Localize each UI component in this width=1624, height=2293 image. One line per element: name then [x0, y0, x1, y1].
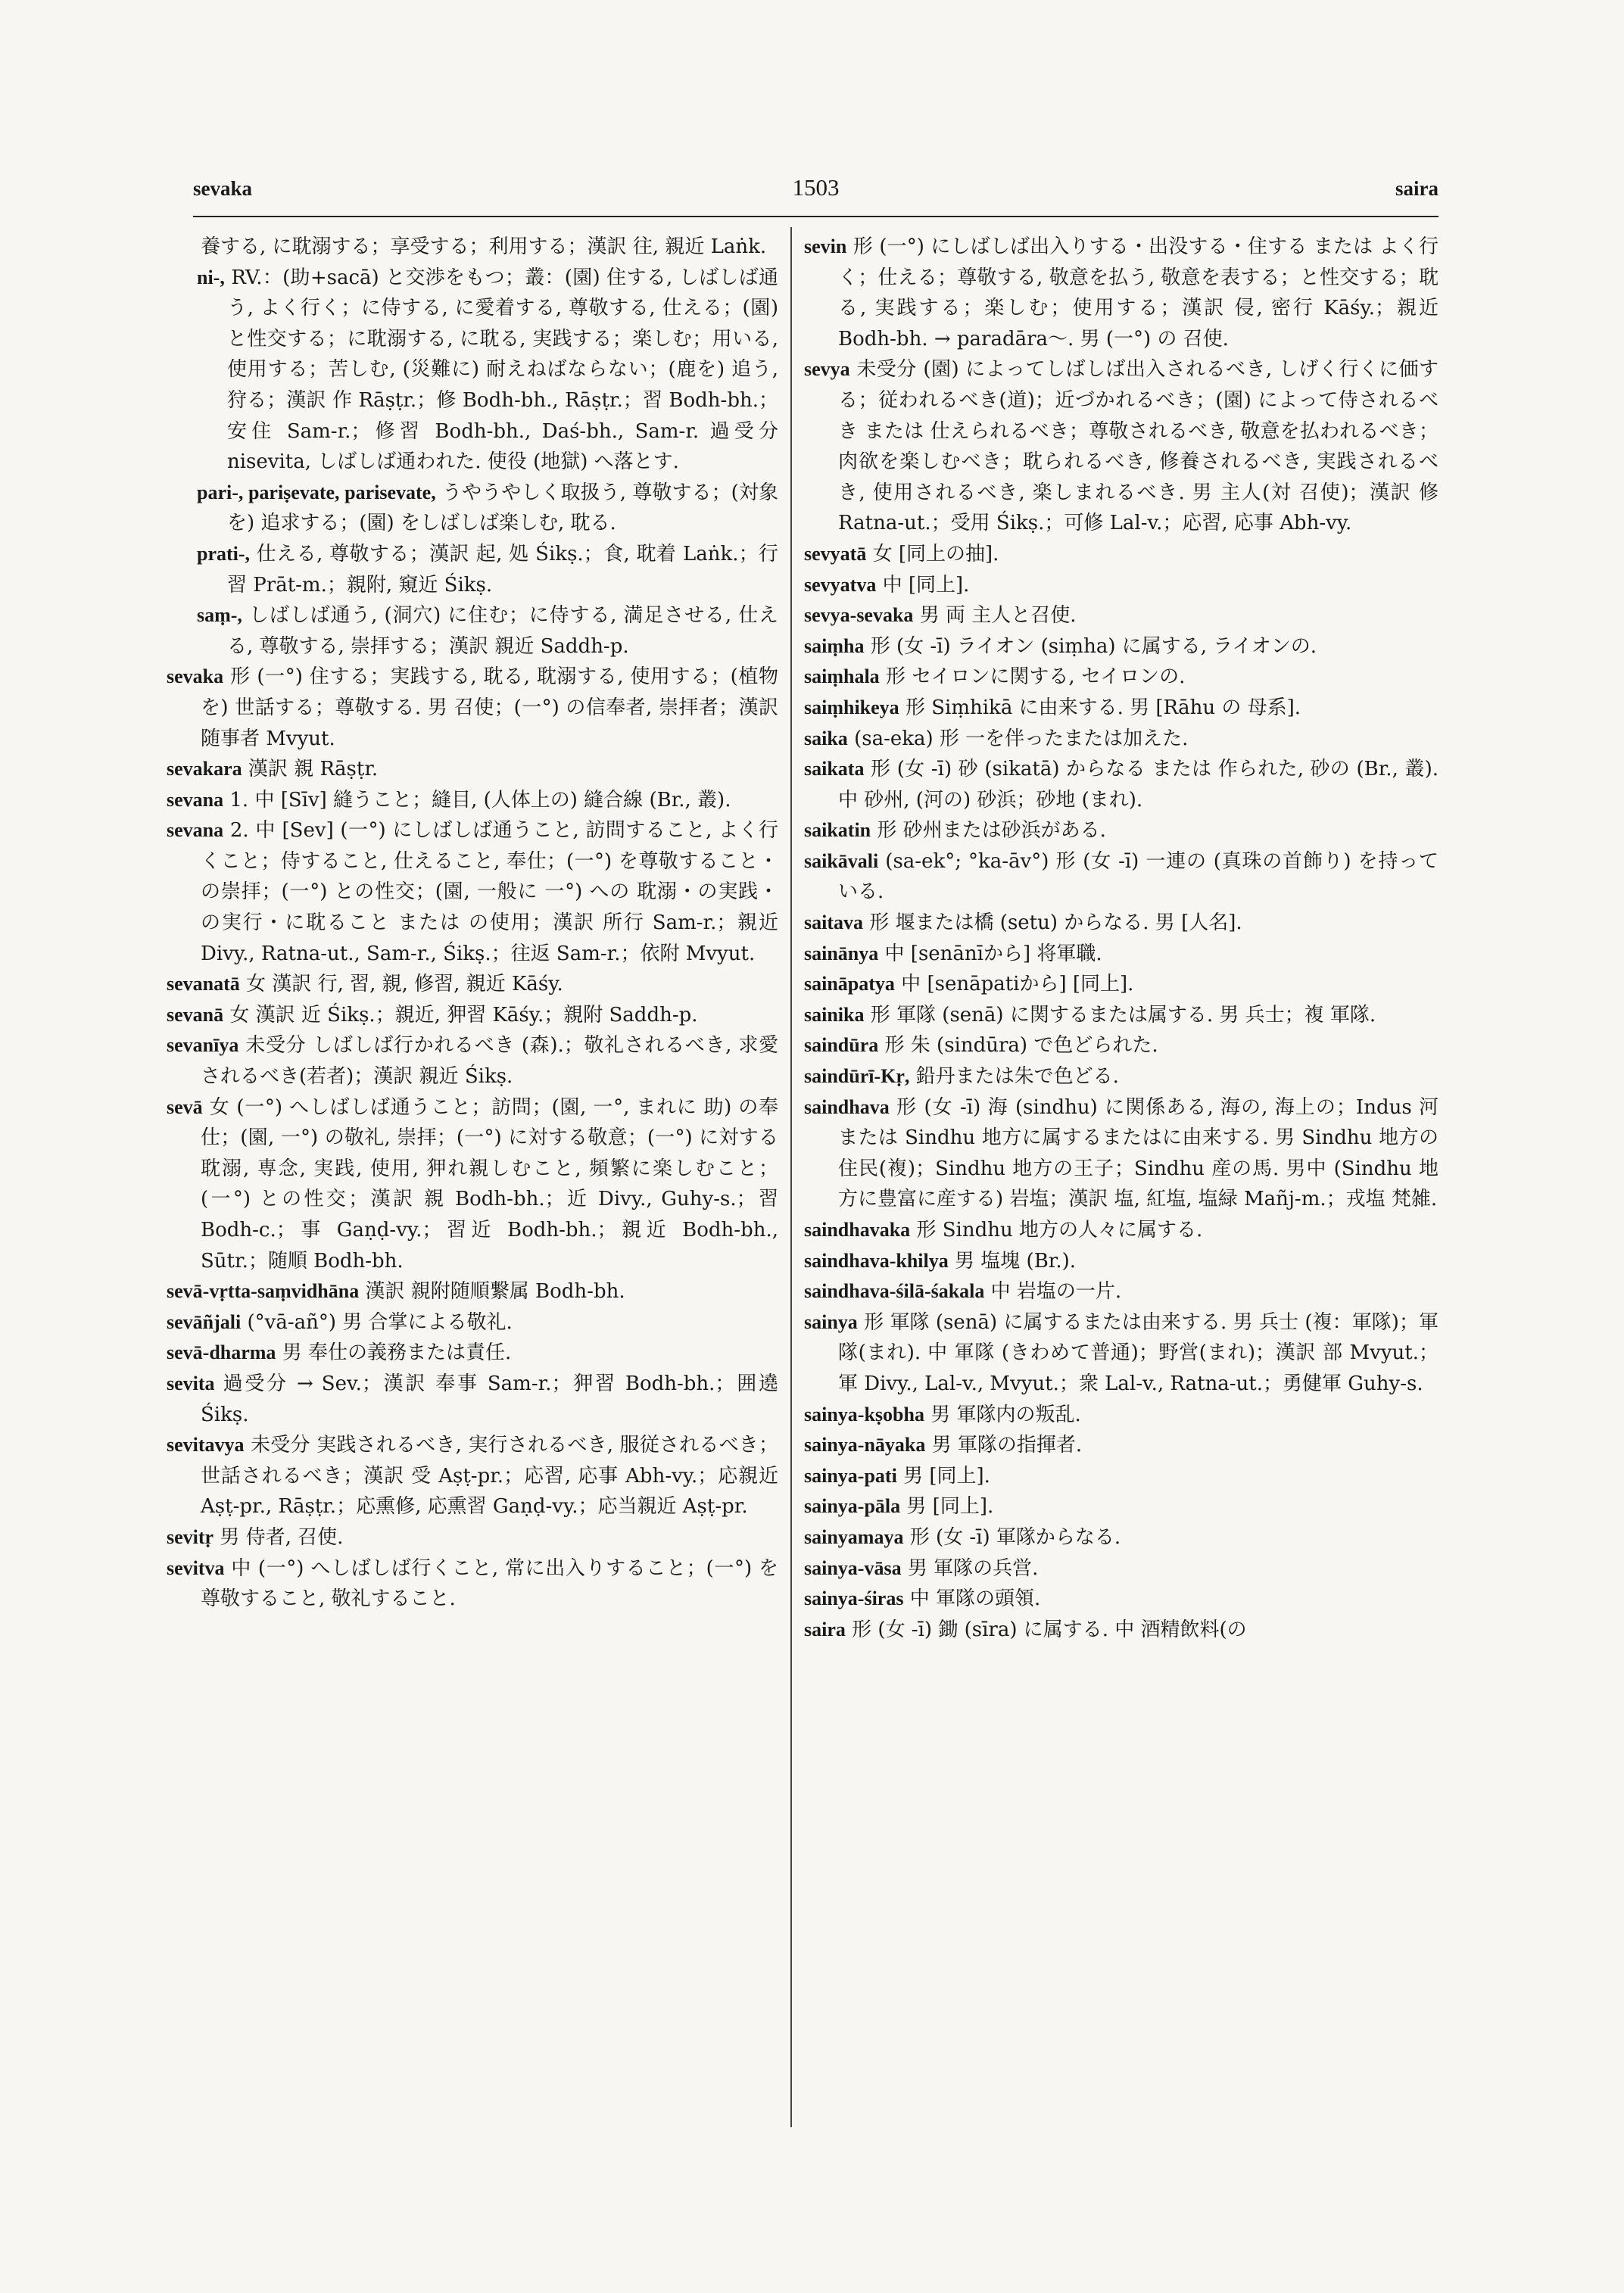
dictionary-entry — [167, 662, 778, 754]
entry-definition: 女 漢訳 行, 習, 親, 修習, 親近 Kāśy. — [239, 973, 563, 996]
entry-definition: 形 (一°) 住する；実践する, 耽る, 耽溺する, 使用する；(植物を) 世話する；尊敬する. 男 召使；(一°) の信奉者, 崇拝者；漢訳 随事者 Mvyut. — [201, 665, 778, 750]
dictionary-entry — [167, 1369, 778, 1430]
entry-definition: 未受分 (園) によってしばしば出入されるべき, しげく行くに価する；従われるべき(道)；近づかれるべき；(園) によって侍されるべき または 仕えられるべき；尊敬されるべき, 敬意を払われるべき；肉欲を楽しむべき；耽られるべき, 修養されるべき, 実践されるべき, 使用されるべき, 楽しまれるべき. 男 主人(対 召使)；漢訳 修 Ratna-ut.；受用 Śikṣ.；可修 Lal-v.；応習, 応事 Abh-vy. — [838, 358, 1439, 535]
entry-headword: sevakara — [167, 758, 242, 780]
entry-headword: sevitva — [167, 1556, 225, 1579]
entry-headword: sevanā — [167, 1003, 224, 1026]
entry-headword: sevitṛ — [167, 1525, 214, 1548]
entry-headword: saindūra — [804, 1034, 879, 1057]
entry-definition: (°vā-añ°) 男 合掌による敬礼. — [241, 1310, 513, 1334]
dictionary-entry — [167, 263, 778, 478]
dictionary-entry — [804, 1215, 1439, 1246]
entry-definition: 中 [同上]. — [876, 573, 970, 597]
dictionary-entry — [167, 1276, 778, 1307]
entry-headword: sainya-śiras — [804, 1587, 904, 1610]
dictionary-entry — [804, 815, 1439, 846]
entry-headword: sainānya — [804, 942, 879, 964]
dictionary-entry — [804, 1030, 1439, 1061]
dictionary-entry — [804, 693, 1439, 724]
entry-definition: 中 [senānīから] 将軍職. — [878, 942, 1102, 965]
entry-headword: saiṃhikeya — [804, 696, 899, 718]
entry-headword: sevanatā — [167, 973, 240, 995]
entry-headword: sainya — [804, 1310, 858, 1333]
entry-definition: 男 奉仕の義務または責任. — [276, 1341, 512, 1365]
entry-headword: saiṃha — [804, 634, 865, 657]
entry-definition: 形 砂州または砂浜がある. — [871, 819, 1106, 843]
entry-headword: saikāvali — [804, 849, 879, 872]
entry-headword: saitava — [804, 911, 863, 934]
entry-definition: 男 塩塊 (Br.). — [948, 1249, 1077, 1273]
entry-headword: sainya-pati — [804, 1464, 897, 1487]
dictionary-entry — [804, 908, 1439, 939]
entry-definition: 養する, に耽溺する；享受する；利用する；漢訳 往, 親近 Laṅk. — [201, 235, 767, 258]
entry-definition: 形 軍隊 (senā) に属するまたは由来する. 男 兵士 (複：軍隊)；軍隊(まれ). 中 軍隊 (きわめて普通)；野営(まれ)；漢訳 部 Mvyut.；軍 Divy., Lal-v., Mvyut.；衆 Lal-v., Ratna-ut.；勇健軍 Guhy-s. — [838, 1310, 1439, 1395]
entry-headword: sevyatva — [804, 573, 877, 596]
dictionary-entry — [804, 662, 1439, 693]
entry-definition: 仕える, 尊敬する；漢訳 起, 処 Śikṣ.；食, 耽着 Laṅk.；行習 Prāt-m.；親附, 窺近 Śikṣ. — [227, 542, 778, 597]
entry-headword: saindhava — [804, 1095, 890, 1118]
column-divider — [790, 227, 792, 2127]
dictionary-entry — [167, 1522, 778, 1553]
entry-definition: (sa-eka) 形 一を伴ったまたは加えた. — [847, 727, 1189, 750]
entry-headword: sainya-pāla — [804, 1495, 901, 1518]
entry-definition: 形 Siṃhikā に由来する. 男 [Rāhu の 母系]. — [899, 696, 1301, 719]
dictionary-entry — [804, 1584, 1439, 1615]
dictionary-entry — [804, 1522, 1439, 1553]
entry-definition: 中 軍隊の頭領. — [903, 1587, 1041, 1611]
dictionary-entry — [167, 600, 778, 662]
entry-headword: saindhavaka — [804, 1219, 911, 1241]
entry-definition: 中 [senāpatiから] [同上]. — [894, 973, 1134, 996]
dictionary-entry — [167, 785, 778, 816]
entry-definition: 男 軍隊の兵営. — [901, 1556, 1039, 1580]
entry-definition: 形 (女 -ī) 海 (sindhu) に関係ある, 海の, 海上の；Indus 河または Sindhu 地方に属するまたはに由来する. 男 Sindhu 地方の住民(複)；Sindhu 地方の王子；Sindhu 産の馬. 男中 (Sindhu 地方に豊富に産する) 岩塩；漢訳 塩, 紅塩, 塩緑 Mañj-m.；戎塩 梵雑. — [838, 1095, 1439, 1211]
dictionary-entry — [804, 1246, 1439, 1277]
entry-headword: sevyatā — [804, 542, 867, 565]
entry-definition: 中 (一°) へしばしば行くこと, 常に出入りすること；(一°) を尊敬すること, 敬礼すること. — [201, 1556, 778, 1611]
dictionary-entry — [804, 1491, 1439, 1522]
dictionary-entry — [804, 1000, 1439, 1031]
dictionary-entry — [167, 754, 778, 785]
entry-definition: 男 侍者, 召使. — [214, 1525, 344, 1549]
entry-headword: sevana — [167, 819, 224, 842]
entry-definition: 鉛丹または朱で色どる. — [909, 1065, 1119, 1089]
entry-definition: 形 朱 (sindūra) で色どられた. — [878, 1034, 1158, 1058]
dictionary-entry — [167, 1030, 778, 1092]
dictionary-entry — [167, 539, 778, 600]
entry-headword: sainya-vāsa — [804, 1556, 902, 1579]
entry-definition: しばしば通う, (洞穴) に住む；に侍する, 満足させる, 仕える, 尊敬する, 崇拝する；漢訳 親近 Saddh-p. — [227, 604, 778, 658]
header-right-guideword: saira — [1395, 177, 1439, 200]
dictionary-entry — [167, 969, 778, 1000]
dictionary-entry — [804, 354, 1439, 539]
entry-headword: sevā-dharma — [167, 1341, 276, 1364]
dictionary-entry — [804, 1430, 1439, 1461]
entry-headword: sevanīya — [167, 1034, 239, 1057]
dictionary-entry — [167, 1338, 778, 1369]
entry-definition: 形 堰または橋 (setu) からなる. 男 [人名]. — [863, 911, 1242, 935]
entry-definition: 形 (女 -ī) 軍隊からなる. — [903, 1525, 1121, 1549]
entry-definition: 形 セイロンに関する, セイロンの. — [879, 665, 1186, 689]
dictionary-entry — [804, 969, 1439, 1000]
dictionary-entry — [804, 1615, 1439, 1646]
entry-headword: sevya-sevaka — [804, 604, 914, 627]
entry-definition: 形 (女 -ī) 鋤 (sīra) に属する. 中 酒精飲料(の — [845, 1618, 1247, 1641]
dictionary-entry — [167, 1553, 778, 1615]
dictionary-entry — [804, 1276, 1439, 1307]
header-left-guideword: sevaka — [193, 177, 253, 200]
dictionary-entry — [804, 724, 1439, 755]
dictionary-entry — [167, 1092, 778, 1277]
entry-headword: saira — [804, 1618, 846, 1640]
entry-definition: 形 (女 -ī) 砂 (sikatā) からなる または 作られた, 砂の (Br., 叢). 中 砂州, (河の) 砂浜；砂地 (まれ). — [838, 758, 1439, 812]
dictionary-entry — [804, 754, 1439, 815]
entry-definition: 2. 中 [Sev] (一°) にしばしば通うこと, 訪問すること, よく行くこと；侍すること, 仕えること, 奉仕；(一°) を尊敬すること・の崇拝；(一°) との性交；(園, 一般に 一°) への 耽溺・の実践・の実行・に耽ること または の使用；漢訳 所行 Sam-r.；親近 Divy., Ratna-ut., Sam-r., Śikṣ.；往返 Sam-r.；依附 Mvyut. — [201, 819, 778, 965]
entry-headword: sainyamaya — [804, 1525, 904, 1548]
entry-headword: saikata — [804, 758, 865, 780]
dictionary-entry — [804, 1061, 1439, 1092]
entry-definition: うやうやしく取扱う, 尊敬する；(対象を) 追求する；(園) をしばしば楽しむ, 耽る. — [227, 481, 778, 535]
entry-definition: 過受分 → Sev.；漢訳 奉事 Sam-r.；狎習 Bodh-bh.；囲遶 Śikṣ. — [201, 1372, 778, 1426]
entry-definition: 漢訳 親 Rāṣṭr. — [242, 758, 379, 781]
entry-headword: ni-, — [197, 266, 225, 288]
header-rule — [193, 216, 1439, 217]
entry-definition: 男 軍隊の指揮者. — [925, 1434, 1083, 1457]
page-number: 1503 — [792, 174, 840, 201]
dictionary-entry — [804, 539, 1439, 570]
entry-definition: 未受分 実践されるべき, 実行されるべき, 服従されるべき；世話されるべき；漢訳 受 Aṣṭ-pr.；応習, 応事 Abh-vy.；応親近 Aṣṭ-pr., Rāṣṭr.；応熏修, 応熏習 Gaṇḍ-vy.；応当親近 Aṣṭ-pr. — [201, 1434, 778, 1519]
entry-definition: 男 [同上]. — [896, 1464, 990, 1488]
entry-headword: sevā-vṛtta-saṃvidhāna — [167, 1280, 360, 1303]
dictionary-entry — [804, 600, 1439, 631]
entry-headword: saināpatya — [804, 973, 895, 995]
entry-definition: RV.：(助+sacā) と交渉をもつ；叢：(園) 住する, しばしば通う, よく行く；に侍する, に愛着する, 尊敬する, 仕える；(園) と性交する；に耽溺する, に耽る, 実践する；楽しむ；用いる, 使用する；苦しむ, (災難に) 耐えねばならない；(鹿を) 追う, 狩る；漢訳 作 Rāṣṭr.；修 Bodh-bh., Rāṣṭr.；習 Bodh-bh.；安住 Sam-r.；修習 Bodh-bh., Daś-bh., Sam-r. 過受分 nisevita, しばしば通われた. 使役 (地獄) へ落とす. — [224, 266, 778, 474]
entry-headword: sainya-nāyaka — [804, 1434, 926, 1456]
dictionary-entry — [804, 846, 1439, 908]
dictionary-entry — [167, 1430, 778, 1522]
entry-headword: sevita — [167, 1372, 215, 1394]
entry-headword: sainika — [804, 1003, 865, 1026]
entry-headword: saiṃhala — [804, 665, 880, 688]
entry-definition: 形 (女 -ī) ライオン (siṃha) に属する, ライオンの. — [864, 634, 1317, 658]
dictionary-entry — [804, 1553, 1439, 1584]
dictionary-entry — [804, 1461, 1439, 1492]
entry-headword: saindūrī-Kṛ, — [804, 1065, 910, 1088]
dictionary-entry — [804, 1092, 1439, 1215]
dictionary-entry — [167, 1307, 778, 1338]
entry-definition: 未受分 しばしば行かれるべき (森).；敬礼されるべき, 求愛されるべき(若者)；漢訳 親近 Śikṣ. — [201, 1034, 778, 1089]
entry-definition: 形 軍隊 (senā) に関するまたは属する. 男 兵士；複 軍隊. — [864, 1003, 1376, 1027]
entry-headword: sevitavya — [167, 1434, 245, 1456]
left-column — [167, 232, 778, 2139]
entry-headword: sevā — [167, 1095, 203, 1118]
entry-headword: sevin — [804, 235, 847, 257]
entry-headword: sevya — [804, 358, 850, 381]
entry-headword: sevana — [167, 788, 224, 811]
entry-definition: 男 両 主人と召使. — [913, 604, 1077, 628]
entry-headword: prati-, — [197, 542, 251, 565]
dictionary-entry — [804, 570, 1439, 601]
entry-definition: 漢訳 親附随順繋属 Bodh-bh. — [359, 1280, 625, 1304]
running-head — [193, 174, 1439, 213]
dictionary-entry — [167, 232, 778, 263]
entry-definition: 形 Sindhu 地方の人々に属する. — [910, 1219, 1203, 1242]
entry-headword: pari-, pariṣevate, parisevate, — [197, 481, 436, 503]
entry-headword: saṃ-, — [197, 604, 242, 627]
entry-definition: 中 岩塩の一片. — [984, 1280, 1122, 1304]
entry-headword: saindhava-śilā-śakala — [804, 1280, 985, 1303]
dictionary-entry — [804, 939, 1439, 970]
entry-definition: 女 (一°) へしばしば通うこと；訪問；(園, 一°, まれに 助) の奉仕；(園, 一°) の敬礼, 崇拝；(一°) に対する敬意；(一°) に対する耽溺, 専念, 実践, 使用, 狎れ親しむこと, 頻繁に楽しむこと；(一°) との性交；漢訳 親 Bodh-bh.；近 Divy., Guhy-s.；習 Bodh-c.；事 Gaṇḍ-vy.；習近 Bodh-bh.；親近 Bodh-bh., Sūtr.；随順 Bodh-bh. — [201, 1095, 778, 1273]
entry-definition: 男 軍隊内の叛乱. — [924, 1403, 1081, 1426]
entry-definition: 男 [同上]. — [900, 1495, 994, 1519]
dictionary-entry — [167, 1000, 778, 1031]
entry-definition: 1. 中 [Sīv] 縫うこと；縫目, (人体上の) 縫合線 (Br., 叢). — [223, 788, 731, 812]
entry-headword: sevaka — [167, 665, 224, 688]
dictionary-entry — [804, 232, 1439, 354]
right-column — [804, 232, 1439, 2139]
dictionary-entry — [804, 631, 1439, 662]
dictionary-entry — [167, 478, 778, 539]
entry-headword: saika — [804, 727, 848, 749]
entry-headword: sainya-kṣobha — [804, 1403, 924, 1425]
dictionary-entry — [804, 1400, 1439, 1431]
dictionary-entry — [804, 1307, 1439, 1400]
entry-definition: 形 (一°) にしばしば出入りする・出没する・住する または よく行く；仕える；尊敬する, 敬意を払う, 敬意を表する；と性交する；耽る, 実践する；楽しむ；使用する；漢訳 侵, 密行 Kāśy.；親近 Bodh-bh. → paradāra〜. 男 (一°) の 召使. — [838, 235, 1439, 350]
entry-definition: 女 [同上の抽]. — [866, 542, 999, 565]
entry-definition: 女 漢訳 近 Śikṣ.；親近, 狎習 Kāśy.；親附 Saddh-p. — [223, 1003, 698, 1027]
entry-definition: (sa-ek°; °ka-āv°) 形 (女 -ī) 一連の (真珠の首飾り) を持っている. — [838, 849, 1439, 904]
entry-headword: saindhava-khilya — [804, 1249, 949, 1272]
dictionary-entry — [167, 815, 778, 969]
entry-headword: sevāñjali — [167, 1310, 242, 1333]
entry-headword: saikatin — [804, 819, 871, 842]
